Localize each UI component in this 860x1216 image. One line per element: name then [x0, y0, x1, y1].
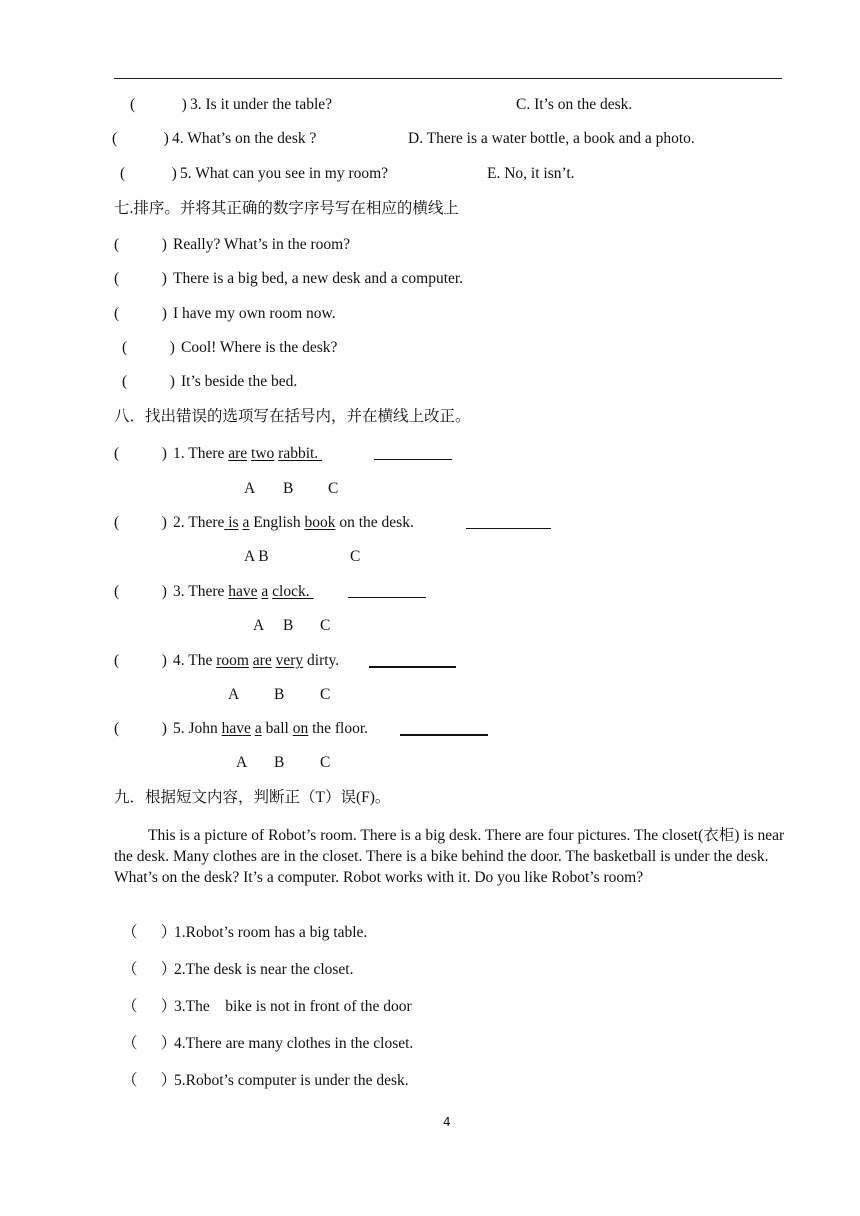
paren-blank: ( ) — [114, 305, 167, 322]
paren-blank: ( ) — [114, 445, 167, 462]
paren-blank: ( ) — [122, 339, 175, 356]
option-letter: C — [320, 686, 331, 703]
option-letter: B — [274, 754, 285, 771]
paren-blank: ( ) — [130, 96, 187, 113]
list-item: Cool! Where is the desk? — [181, 339, 338, 356]
paren-blank: ( ) — [114, 514, 167, 531]
answer-blank[interactable] — [369, 653, 456, 672]
header-rule — [114, 78, 782, 79]
question-text: 5. What can you see in my room? — [180, 165, 389, 182]
option-letter: A B — [244, 548, 269, 565]
answer-option: C. It’s on the desk. — [516, 96, 633, 113]
list-item: It’s beside the bed. — [181, 373, 298, 390]
paren-blank: ( ) — [114, 720, 167, 737]
answer-blank[interactable] — [466, 515, 551, 533]
option-letter: B — [283, 617, 294, 634]
option-letter: A — [228, 686, 240, 703]
option-letter: C — [350, 548, 361, 565]
tf-item: 1.Robot’s room has a big table. — [174, 924, 368, 941]
option-letter: A — [253, 617, 265, 634]
paren-blank: ( ) — [120, 165, 177, 182]
page-number: 4 — [443, 1115, 451, 1129]
option-letter: B — [283, 480, 294, 497]
option-letter: A — [244, 480, 256, 497]
question-text: 4. What’s on the desk ? — [172, 130, 317, 147]
paren-blank: （ ） — [122, 998, 177, 1015]
answer-blank[interactable] — [348, 584, 426, 602]
question-text: 3. Is it under the table? — [190, 96, 333, 113]
section-title: 九．根据短文内容，判断正（T）误(F)。 — [114, 789, 391, 806]
option-letter: C — [320, 754, 331, 771]
paren-blank: ( ) — [114, 652, 167, 669]
paren-blank: （ ） — [122, 1035, 177, 1052]
answer-option: D. There is a water bottle, a book and a photo. — [408, 130, 695, 147]
option-letter: A — [236, 754, 248, 771]
option-letter: C — [320, 617, 331, 634]
error-question: 2. There is a English book on the desk. — [173, 514, 414, 531]
tf-item: 5.Robot’s computer is under the desk. — [174, 1072, 409, 1089]
error-question: 3. There have a clock. — [173, 583, 314, 600]
list-item: Really? What’s in the room? — [173, 236, 351, 253]
tf-item: 2.The desk is near the closet. — [174, 961, 354, 978]
error-question: 4. The room are very dirty. — [173, 652, 340, 669]
answer-blank[interactable] — [400, 721, 488, 740]
list-item: I have my own room now. — [173, 305, 336, 322]
tf-item: 3.The bike is not in front of the door — [174, 998, 412, 1015]
section-title: 八．找出错误的选项写在括号内，并在横线上改正。 — [114, 408, 471, 425]
paren-blank: （ ） — [122, 924, 177, 941]
list-item: There is a big bed, a new desk and a computer. — [173, 270, 464, 287]
option-letter: C — [328, 480, 339, 497]
error-question: 5. John have a ball on the floor. — [173, 720, 369, 737]
paren-blank: （ ） — [122, 961, 177, 978]
paren-blank: （ ） — [122, 1072, 177, 1089]
paren-blank: ( ) — [122, 373, 175, 390]
paren-blank: ( ) — [114, 236, 167, 253]
error-question: 1. There are two rabbit. — [173, 445, 323, 462]
paren-blank: ( ) — [112, 130, 169, 147]
section-title: 七.排序。并将其正确的数字序号写在相应的横线上 — [114, 200, 459, 217]
answer-option: E. No, it isn’t. — [487, 165, 575, 182]
option-letter: B — [274, 686, 285, 703]
answer-blank[interactable] — [374, 446, 452, 464]
paren-blank: ( ) — [114, 583, 167, 600]
paren-blank: ( ) — [114, 270, 167, 287]
reading-passage: This is a picture of Robot’s room. There is a big desk. There are four pictures. The closet(衣柜) is near the desk. Many clothes are in the closet. There is a bike behind the door. The basketball is under the desk. What’s on the desk? It’s a computer. Robot works with it. Do you like Robot’s room? — [114, 827, 785, 886]
tf-item: 4.There are many clothes in the closet. — [174, 1035, 414, 1052]
